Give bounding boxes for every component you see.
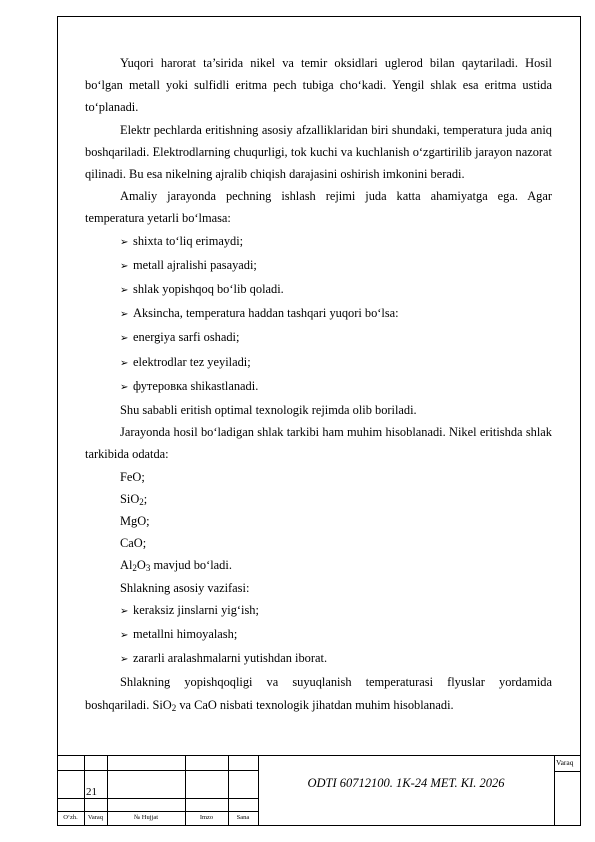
page-number: 21 <box>86 786 97 798</box>
arrow-bullet-icon: ➢ <box>120 236 129 248</box>
formula-feo: FeO; <box>120 469 145 484</box>
column-varaq: Varaq <box>87 814 104 821</box>
paragraph: Shlakning asosiy vazifasi: <box>120 580 250 595</box>
list-item: ➢ metallni himoyalash; <box>85 623 552 647</box>
paragraph: Elektr pechlarda eritishning asosiy afzalliklaridan biri shundaki, temperatura juda aniq boshqariladi. Elektrodlarning chuqurligi, tok kuchi va kuchlanish o‘zgartirilib jarayon nazorat qilinadi. Bu esa nikelning ajralib chiqish darajasini oshirish imkonini beradi. <box>85 122 552 182</box>
list-item: ➢ energiya sarfi oshadi; <box>85 326 552 350</box>
list-item: ➢ shixta to‘liq erimaydi; <box>85 230 552 254</box>
arrow-bullet-icon: ➢ <box>120 654 129 666</box>
title-block <box>57 755 581 826</box>
formula-sio2: SiO$_2$; <box>120 491 148 507</box>
formula-al2o3: $Al_2O_3$ mavjud bo‘ladi. <box>120 558 232 574</box>
document-body <box>85 52 552 716</box>
arrow-bullet-icon: ➢ <box>120 285 129 297</box>
column-hujjat: № Hujjat <box>133 814 159 821</box>
list-item: ➢ shlak yopishqoq bo‘lib qoladi. <box>85 278 552 302</box>
paragraph: Shu sababli eritish optimal texnologik rejimda olib boriladi. <box>120 403 417 418</box>
formula-mgo: MgO; <box>120 514 150 529</box>
column-ozh: O‘zh. <box>63 814 78 821</box>
arrow-bullet-icon: ➢ <box>120 630 129 642</box>
paragraph: Shlakning yopishqoqligi va suyuqlanish temperaturasi flyuslar yordamida boshqariladi. SiO$_2$ va CaO nisbati texnologik jihatdan muhim hisoblanadi. <box>85 675 552 713</box>
arrow-bullet-icon: ➢ <box>120 605 129 617</box>
arrow-bullet-icon: ➢ <box>120 309 129 321</box>
arrow-bullet-icon: ➢ <box>120 260 129 272</box>
varaq-label: Varaq <box>556 758 574 767</box>
document-code: ODTI 60712100. 1K-24 MET. KI. 2026 <box>307 776 505 790</box>
list-item: ➢ elektrodlar tez yeyiladi; <box>85 351 552 375</box>
column-sana: Sana <box>236 814 250 821</box>
list-item: ➢ keraksiz jinslarni yig‘ish; <box>85 599 552 623</box>
arrow-bullet-icon: ➢ <box>120 357 129 369</box>
list-item: ➢ футеровка shikastlanadi. <box>85 375 552 399</box>
arrow-bullet-icon: ➢ <box>120 333 129 345</box>
list-item: ➢ zararli aralashmalarni yutishdan iborat. <box>85 647 552 671</box>
paragraph: Yuqori harorat ta’sirida nikel va temir oksidlari uglerod bilan qaytariladi. Hosil bo‘lgan metall yoki sulfidli eritma pech tubiga cho‘kadi. Yengil shlak esa eritma ustida to‘planadi. <box>85 56 552 115</box>
column-imzo: Imzo <box>199 814 214 821</box>
list-item: ➢ metall ajralishi pasayadi; <box>85 254 552 278</box>
list-item: ➢ Aksincha, temperatura haddan tashqari yuqori bo‘lsa: <box>85 302 552 326</box>
arrow-bullet-icon: ➢ <box>120 381 129 393</box>
paragraph: Amaliy jarayonda pechning ishlash rejimi juda katta ahamiyatga ega. Agar temperatura yetarli bo‘lmasa: <box>85 189 552 226</box>
formula-cao: CaO; <box>120 536 147 551</box>
paragraph: Jarayonda hosil bo‘ladigan shlak tarkibi ham muhim hisoblanadi. Nikel eritishda shlak tarkibida odatda: <box>85 425 552 462</box>
